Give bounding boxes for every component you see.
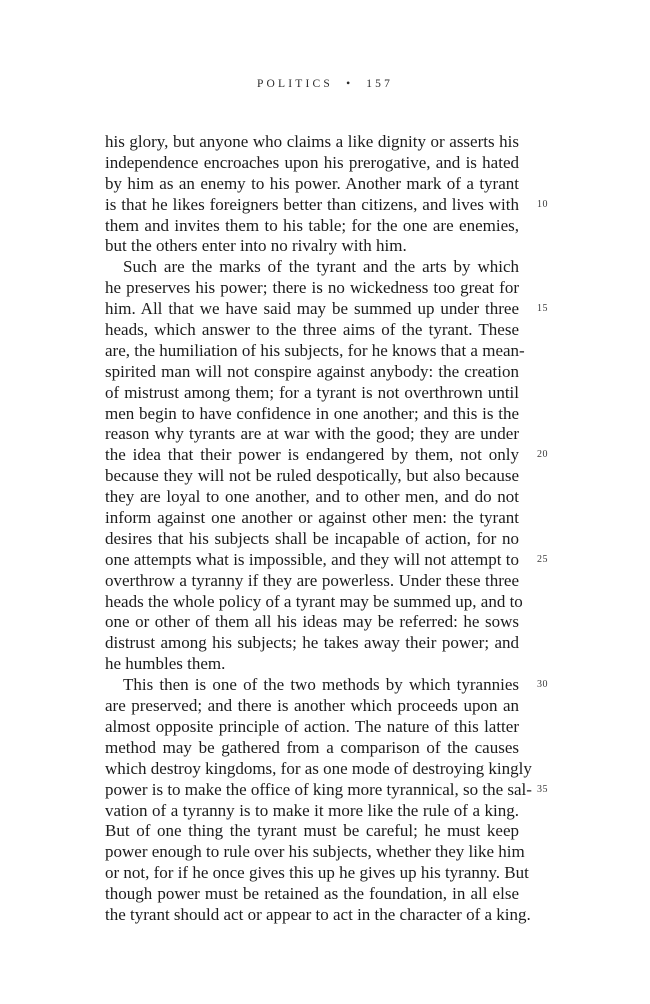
book-title: POLITICS [256,78,334,90]
text-line: power enough to rule over his subjects, whether they like him [105,842,525,862]
text-line: desires that his subjects shall be incapable of action, for no [105,528,519,548]
text-line: one or other of them all his ideas may be referred: he sows [105,612,519,632]
text-line: vation of a tyranny is to make it more like the rule of a king. [105,800,519,820]
text-line: power is to make the office of king more tyrannical, so the sal- 35 [105,779,548,799]
line-number: 25 [537,553,548,565]
text-line: because they will not be ruled despotically, but also because [105,466,519,486]
text-line: he preserves his power; there is no wickedness too great for [105,278,519,298]
text-line: This then is one of the two methods by which tyrannies 30 [123,675,548,695]
text-line: they are loyal to one another, and to other men, and do not [105,487,519,507]
text-line: his glory, but anyone who claims a like dignity or asserts his [105,132,519,151]
text-line: Such are the marks of the tyrant and the arts by which [123,257,519,277]
text-line: are, the humiliation of his subjects, for he knows that a mean- [105,340,525,360]
text-line: one attempts what is impossible, and they will not attempt to 25 [105,549,548,569]
text-line: independence encroaches upon his prerogative, and is hated [105,152,519,172]
text-line: heads the whole policy of a tyrant may be summed up, and to [105,591,523,611]
line-number: 10 [537,198,548,210]
text-line: is that he likes foreigners better than citizens, and lives with 10 [105,194,548,214]
header-separator: • [346,78,351,90]
text-line: method may be gathered from a comparison of the causes [105,737,519,757]
text-line: overthrow a tyranny if they are powerless. Under these three [105,570,519,590]
line-number: 15 [537,303,548,315]
text-line: he humbles them. [105,654,226,674]
text-line: heads, which answer to the three aims of the tyrant. These [105,320,519,340]
text-line: which destroy kingdoms, for as one mode of destroying kingly [105,758,532,778]
page-number: 157 [366,78,394,90]
text-line: or not, for if he once gives this up he gives up his tyranny. But [105,863,529,883]
text-line: are preserved; and there is another which proceeds upon an [105,696,519,716]
text-line: inform against one another or against other men: the tyrant [105,508,519,528]
text-line: by him as an enemy to his power. Another mark of a tyrant [105,173,519,193]
text-line: reason why tyrants are at war with the good; they are under [105,424,519,444]
text-line: them and invites them to his table; for the one are enemies, [105,215,519,235]
line-number: 20 [537,449,548,461]
text-line: But of one thing the tyrant must be careful; he must keep [105,821,519,841]
body-text [105,132,548,926]
text-line: but the others enter into no rivalry with him. [105,236,407,256]
text-line: of mistrust among them; for a tyrant is not overthrown until [105,382,519,402]
text-line: him. All that we have said may be summed up under three 15 [105,299,548,319]
text-line: almost opposite principle of action. The nature of this latter [105,716,519,736]
text-line: though power must be retained as the foundation, in all else [105,884,519,904]
running-header [0,78,650,90]
text-line: men begin to have confidence in one another; and this is the [105,403,519,423]
text-line: spirited man will not conspire against anybody: the creation [105,361,519,381]
text-line: the idea that their power is endangered by them, not only 20 [105,445,548,465]
line-number: 35 [537,783,548,795]
line-number: 30 [537,679,548,691]
text-line: the tyrant should act or appear to act in the character of a king. [105,904,531,924]
text-line: distrust among his subjects; he takes away their power; and [105,633,519,653]
